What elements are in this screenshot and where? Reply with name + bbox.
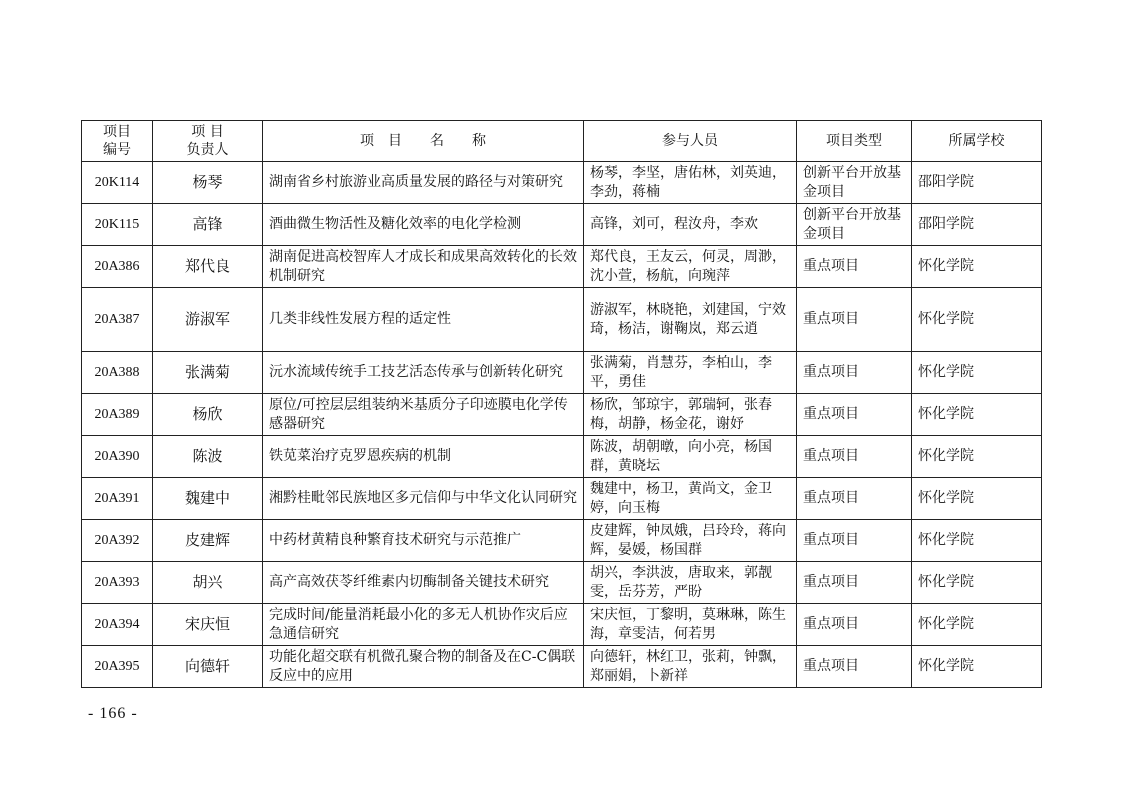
table-row [82, 478, 1042, 520]
members-cell: 杨欣，邹琼宇，郭瑞轲，张春梅，胡静，杨金花，谢妤 [584, 394, 797, 436]
project-type-cell: 重点项目 [797, 436, 912, 478]
project-name-cell: 几类非线性发展方程的适定性 [263, 288, 584, 352]
project-type-cell: 重点项目 [797, 520, 912, 562]
project-lead-cell: 郑代良 [153, 246, 263, 288]
members-cell: 杨琴，李坚，唐佑林，刘英迪，李劲，蒋楠 [584, 162, 797, 204]
members-cell: 皮建辉，钟凤娥，吕玲玲，蒋向辉，晏媛，杨国群 [584, 520, 797, 562]
school-cell: 怀化学院 [912, 394, 1042, 436]
table-row [82, 436, 1042, 478]
table-row [82, 646, 1042, 688]
project-id-cell: 20A388 [82, 352, 153, 394]
project-type-cell: 创新平台开放基金项目 [797, 204, 912, 246]
school-cell: 怀化学院 [912, 604, 1042, 646]
project-id-cell: 20A390 [82, 436, 153, 478]
project-type-cell: 创新平台开放基金项目 [797, 162, 912, 204]
school-cell: 怀化学院 [912, 436, 1042, 478]
project-id-cell: 20A387 [82, 288, 153, 352]
school-cell: 邵阳学院 [912, 162, 1042, 204]
header-project-lead: 项 目 负责人 [153, 121, 263, 162]
project-type-cell: 重点项目 [797, 352, 912, 394]
members-cell: 郑代良，王友云，何灵，周渺，沈小萱，杨航，向琬萍 [584, 246, 797, 288]
table-row [82, 162, 1042, 204]
project-id-cell: 20A393 [82, 562, 153, 604]
project-lead-cell: 张满菊 [153, 352, 263, 394]
school-cell: 怀化学院 [912, 646, 1042, 688]
table-body [82, 162, 1042, 688]
table-row [82, 604, 1042, 646]
project-lead-cell: 魏建中 [153, 478, 263, 520]
members-cell: 张满菊，肖慧芬，李柏山，李平，勇佳 [584, 352, 797, 394]
project-type-cell: 重点项目 [797, 604, 912, 646]
header-school: 所属学校 [912, 121, 1042, 162]
table-row [82, 394, 1042, 436]
project-type-cell: 重点项目 [797, 562, 912, 604]
table-row [82, 204, 1042, 246]
project-name-cell: 湖南促进高校智库人才成长和成果高效转化的长效机制研究 [263, 246, 584, 288]
project-lead-cell: 杨琴 [153, 162, 263, 204]
project-name-cell: 酒曲微生物活性及糖化效率的电化学检测 [263, 204, 584, 246]
project-lead-cell: 皮建辉 [153, 520, 263, 562]
project-id-cell: 20K114 [82, 162, 153, 204]
header-members: 参与人员 [584, 121, 797, 162]
project-table [81, 120, 1042, 688]
project-lead-cell: 游淑军 [153, 288, 263, 352]
members-cell: 高锋，刘可，程汝舟，李欢 [584, 204, 797, 246]
project-lead-cell: 陈波 [153, 436, 263, 478]
project-id-cell: 20A392 [82, 520, 153, 562]
members-cell: 魏建中，杨卫，黄尚文，金卫婷，向玉梅 [584, 478, 797, 520]
project-name-cell: 高产高效茯苓纤维素内切酶制备关键技术研究 [263, 562, 584, 604]
members-cell: 宋庆恒，丁黎明，莫琳琳，陈生海，章雯洁，何若男 [584, 604, 797, 646]
table-row [82, 246, 1042, 288]
project-name-cell: 湖南省乡村旅游业高质量发展的路径与对策研究 [263, 162, 584, 204]
header-project-id: 项目 编号 [82, 121, 153, 162]
project-type-cell: 重点项目 [797, 646, 912, 688]
project-lead-cell: 杨欣 [153, 394, 263, 436]
school-cell: 怀化学院 [912, 520, 1042, 562]
project-lead-cell: 胡兴 [153, 562, 263, 604]
project-id-cell: 20A389 [82, 394, 153, 436]
project-lead-cell: 向德轩 [153, 646, 263, 688]
school-cell: 怀化学院 [912, 478, 1042, 520]
page-number: - 166 - [88, 705, 138, 722]
members-cell: 陈波，胡朝暾，向小亮，杨国群，黄晓坛 [584, 436, 797, 478]
project-name-cell: 完成时间/能量消耗最小化的多无人机协作灾后应急通信研究 [263, 604, 584, 646]
school-cell: 怀化学院 [912, 246, 1042, 288]
members-cell: 向德轩，林红卫，张莉，钟飘，郑丽娟，卜新祥 [584, 646, 797, 688]
project-name-cell: 沅水流域传统手工技艺活态传承与创新转化研究 [263, 352, 584, 394]
project-id-cell: 20A394 [82, 604, 153, 646]
project-name-cell: 中药材黄精良种繁育技术研究与示范推广 [263, 520, 584, 562]
project-name-cell: 湘黔桂毗邻民族地区多元信仰与中华文化认同研究 [263, 478, 584, 520]
project-name-cell: 功能化超交联有机微孔聚合物的制备及在C-C偶联反应中的应用 [263, 646, 584, 688]
school-cell: 怀化学院 [912, 288, 1042, 352]
project-lead-cell: 高锋 [153, 204, 263, 246]
project-name-cell: 原位/可控层层组装纳米基质分子印迹膜电化学传感器研究 [263, 394, 584, 436]
school-cell: 怀化学院 [912, 562, 1042, 604]
project-type-cell: 重点项目 [797, 478, 912, 520]
project-lead-cell: 宋庆恒 [153, 604, 263, 646]
table-row [82, 352, 1042, 394]
table-header [82, 121, 1042, 162]
project-type-cell: 重点项目 [797, 246, 912, 288]
header-project-name: 项 目 名 称 [263, 121, 584, 162]
members-cell: 游淑军，林晓艳，刘建国，宁效琦，杨洁，谢鞠岚，郑云逍 [584, 288, 797, 352]
project-id-cell: 20A391 [82, 478, 153, 520]
school-cell: 邵阳学院 [912, 204, 1042, 246]
project-type-cell: 重点项目 [797, 288, 912, 352]
school-cell: 怀化学院 [912, 352, 1042, 394]
header-project-type: 项目类型 [797, 121, 912, 162]
project-id-cell: 20A395 [82, 646, 153, 688]
members-cell: 胡兴，李洪波，唐取来，郭靓雯，岳芬芳，严盼 [584, 562, 797, 604]
table-row [82, 288, 1042, 352]
project-id-cell: 20A386 [82, 246, 153, 288]
project-name-cell: 铁苋菜治疗克罗恩疾病的机制 [263, 436, 584, 478]
table-row [82, 520, 1042, 562]
table-row [82, 562, 1042, 604]
project-id-cell: 20K115 [82, 204, 153, 246]
project-type-cell: 重点项目 [797, 394, 912, 436]
